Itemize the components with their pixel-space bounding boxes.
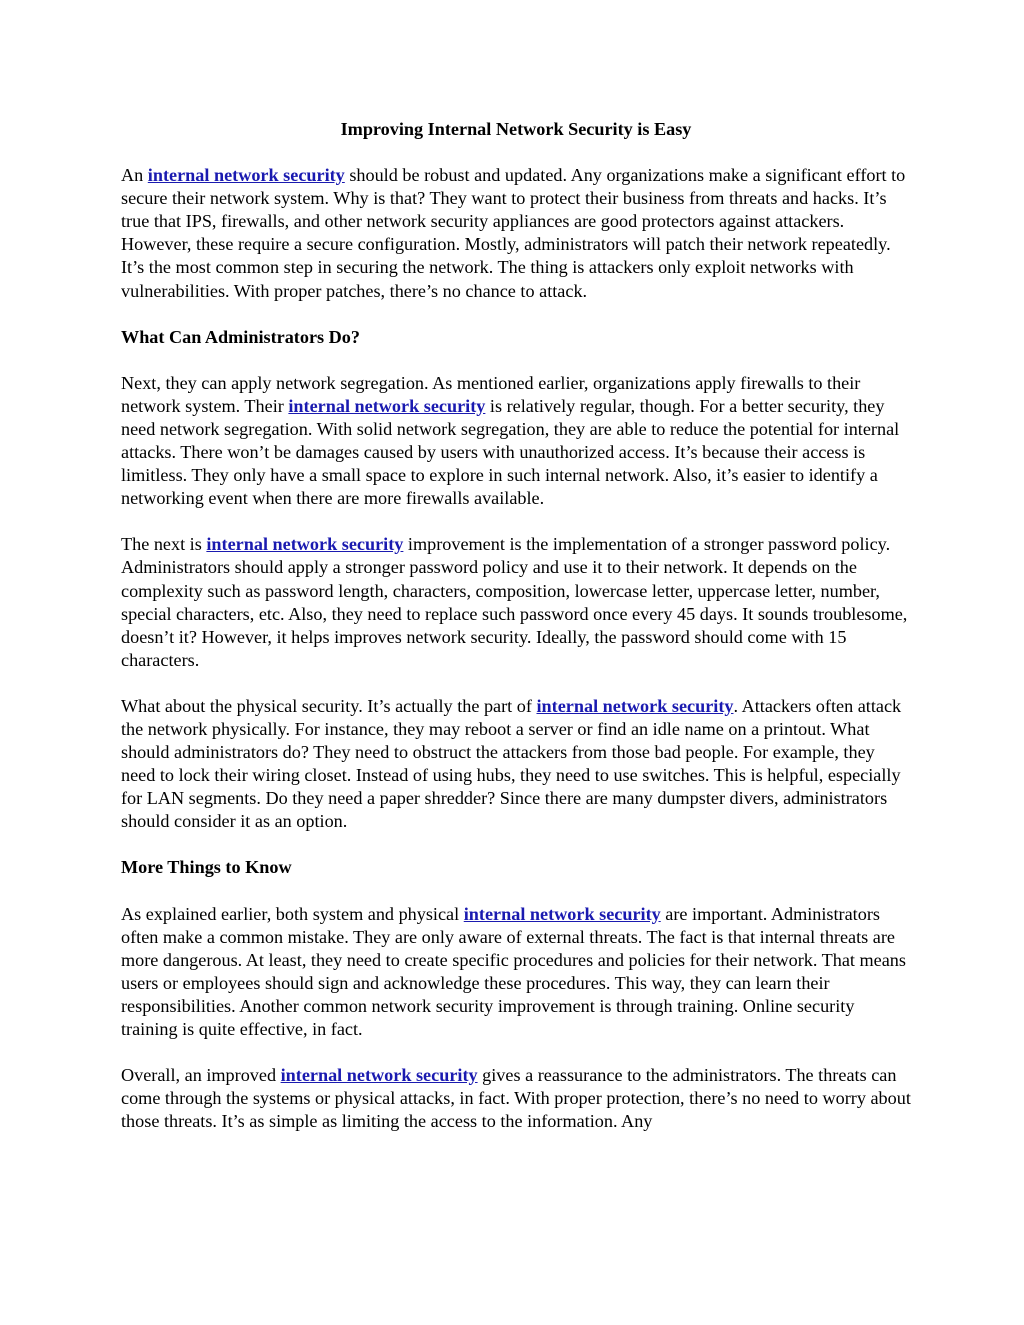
paragraph-password-policy [121,533,911,672]
section-heading-more-things: More Things to Know [121,857,292,878]
document-title: Improving Internal Network Security is Easy [340,119,692,139]
paragraph-text: The next is [121,534,207,555]
document-page [121,118,911,1156]
internal-network-security-link[interactable]: internal network security [206,534,404,555]
paragraph-text: . Attackers often attack the network physically. For instance, they may reboot a server or find an idle name on a printout. What should administrators do? They need to obstruct the attackers from those bad people. For example, they need to lock their wiring closet. Instead of using hubs, they need to use switches. This is helpful, especially for LAN segments. Do they need a paper shredder? Since there are many dumpster divers, administrators should consider it as an option. [121,695,902,832]
paragraph-text: What about the physical security. It’s actually the part of [121,695,537,716]
internal-network-security-link[interactable]: internal network security [288,395,486,416]
paragraph-text: Overall, an improved [121,1065,281,1086]
internal-network-security-link[interactable]: internal network security [536,695,734,716]
section-heading-administrators: What Can Administrators Do? [121,326,360,347]
internal-network-security-link[interactable]: internal network security [147,165,345,186]
paragraph-text: Next, they can apply network segregation. As mentioned earlier, organizations apply firewalls to their network system. Their [121,372,861,416]
internal-network-security-link[interactable]: internal network security [463,903,661,924]
internal-network-security-link[interactable]: internal network security [280,1065,478,1086]
paragraph-text: are important. Administrators often make a common mistake. They are only aware of external threats. The fact is that internal threats are more dangerous. At least, they need to create specific procedures and policies for their network. That means users or employees should sign and acknowledge these procedures. This way, they can learn their responsibilities. Another common network security improvement is through training. Online security training is quite effective, in fact. [121,903,906,1039]
paragraph-text: An [121,165,148,186]
paragraph-text: gives a reassurance to the administrators. The threats can come through the systems or physical attacks, in fact. With proper protection, there’s no need to worry about those threats. It’s as simple as limiting the access to the information. Any [121,1065,911,1132]
paragraph-text: improvement is the implementation of a stronger password policy. Administrators should apply a stronger password policy and use it to their network. It depends on the complexity such as password length, characters, composition, lowercase letter, uppercase letter, number, special characters, etc. Also, they need to replace such password once every 45 days. It sounds troublesome, doesn’t it? However, it helps improves network security. Ideally, the password should come with 15 characters. [121,534,908,670]
paragraph-explained [121,903,911,1042]
paragraph-text: is relatively regular, though. For a better security, they need network segregation. With solid network segregation, they are able to reduce the potential for internal attacks. There won’t be damages caused by users with unauthorized access. It’s because their access is limitless. They only have a small space to explore in such internal network. Also, it’s easier to identify a networking event when there are more firewalls available. [121,395,900,509]
paragraph-text: As explained earlier, both system and physical [121,903,464,924]
paragraph-overall [121,1064,911,1133]
paragraph-text: should be robust and updated. Any organizations make a significant effort to secure their network system. Why is that? They want to protect their business from threats and hacks. It’s true that IPS, firewalls, and other network security appliances are good protectors against attackers. However, these require a secure configuration. Mostly, administrators will patch their network repeatedly. It’s the most common step in securing the network. The thing is attackers only exploit networks with vulnerabilities. With proper patches, there’s no chance to attack. [121,165,906,301]
paragraph-segregation [121,372,911,511]
paragraph-intro [121,164,911,303]
paragraph-physical-security [121,695,911,834]
